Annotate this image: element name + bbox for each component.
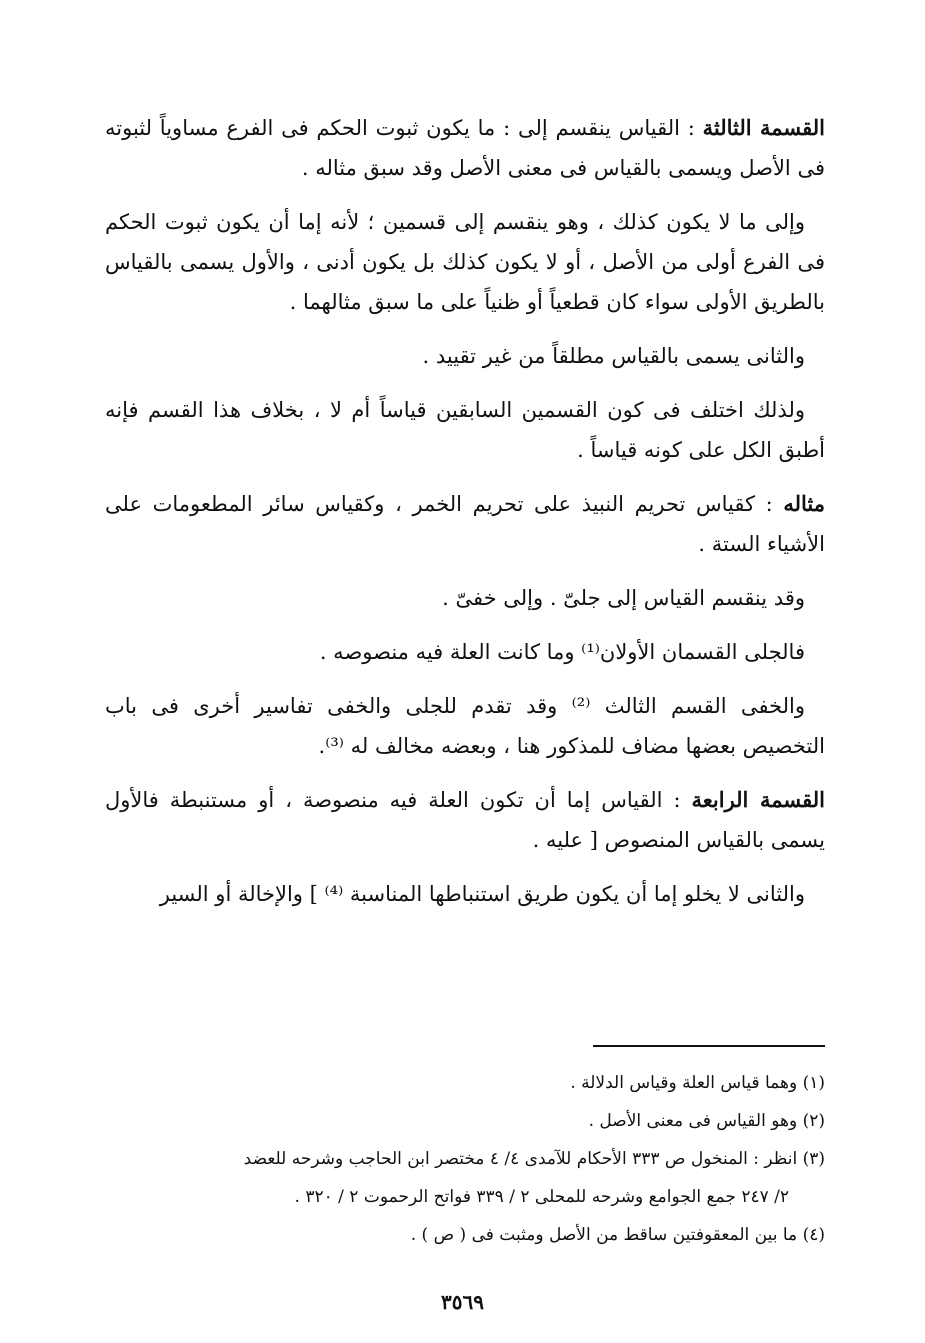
paragraph-text: ولذلك اختلف فى كون القسمين السابقين قياساً أم لا ، بخلاف هذا القسم فإنه أطبق الكل على كونه قياساً . [105, 398, 825, 462]
paragraph-text: : كقياس تحريم النبيذ على تحريم الخمر ، وكقياس سائر المطعومات على الأشياء الستة . [105, 492, 825, 556]
paragraph-third-division [105, 108, 825, 188]
paragraph-text: والثانى يسمى بالقياس مطلقاً من غير تقييد . [422, 344, 805, 368]
paragraph [105, 686, 825, 766]
paragraph-text: والثانى لا يخلو إما أن يكون طريق استنباطها المناسبة ⁽⁴⁾ ] والإخالة أو السير [159, 882, 805, 906]
paragraph [105, 336, 825, 376]
footnote: (٢) وهو القياس فى معنى الأصل . [588, 1111, 825, 1131]
paragraph-text: : القياس ينقسم إلى : ما يكون ثبوت الحكم فى الفرع مساوياً لثبوته فى الأصل ويسمى بالقياس فى معنى الأصل وقد سبق مثاله . [105, 116, 825, 180]
paragraph-lead: القسمة الثالثة [702, 115, 825, 140]
footnote: (٤) ما بين المعقوفتين ساقط من الأصل ومثبت فى ( ص ) . [410, 1225, 825, 1245]
footnotes [105, 1064, 825, 1254]
paragraph-lead: القسمة الرابعة [691, 787, 825, 812]
paragraph-lead: مثاله [783, 491, 825, 516]
paragraph-example [105, 484, 825, 564]
main-text [105, 108, 825, 928]
paragraph [105, 874, 825, 914]
page-number: ٣٥٦٩ [441, 1290, 484, 1314]
paragraph-text: وقد ينقسم القياس إلى جلىّ . وإلى خفىّ . [442, 586, 805, 610]
footnote-separator [593, 1045, 825, 1047]
paragraph [105, 632, 825, 672]
paragraph [105, 202, 825, 322]
paragraph-text: : القياس إما أن تكون العلة فيه منصوصة ، أو مستنبطة فالأول يسمى بالقياس المنصوص [ عليه . [105, 788, 825, 852]
paragraph-text: والخفى القسم الثالث ⁽²⁾ وقد تقدم للجلى والخفى تفاسير أخرى فى باب التخصيص بعضها مضاف للمذكور هنا ، وبعضه مخالف له ⁽³⁾. [105, 694, 825, 758]
paragraph [105, 390, 825, 470]
paragraph [105, 578, 825, 618]
footnote: (١) وهما قياس العلة وقياس الدلالة . [570, 1073, 825, 1093]
footnote-continuation: ٢/ ٢٤٧ جمع الجوامع وشرحه للمحلى ٢ / ٣٣٩ فواتح الرحموت ٢ / ٣٢٠ . [294, 1187, 789, 1207]
footnote: (٣) انظر : المنخول ص ٣٣٣ الأحكام للآمدى ٤/ ٤ مختصر ابن الحاجب وشرحه للعضد [243, 1149, 825, 1169]
paragraph-fourth-division [105, 780, 825, 860]
paragraph-text: فالجلى القسمان الأولان⁽¹⁾ وما كانت العلة فيه منصوصه . [319, 640, 805, 664]
paragraph-text: وإلى ما لا يكون كذلك ، وهو ينقسم إلى قسمين ؛ لأنه إما أن يكون ثبوت الحكم فى الفرع أولى من الأصل ، أو لا يكون كذلك بل يكون أدنى ، والأول يسمى بالقياس بالطريق الأولى سواء كان قطعياً أو ظنياً على ما سبق مثالهما . [105, 210, 825, 314]
